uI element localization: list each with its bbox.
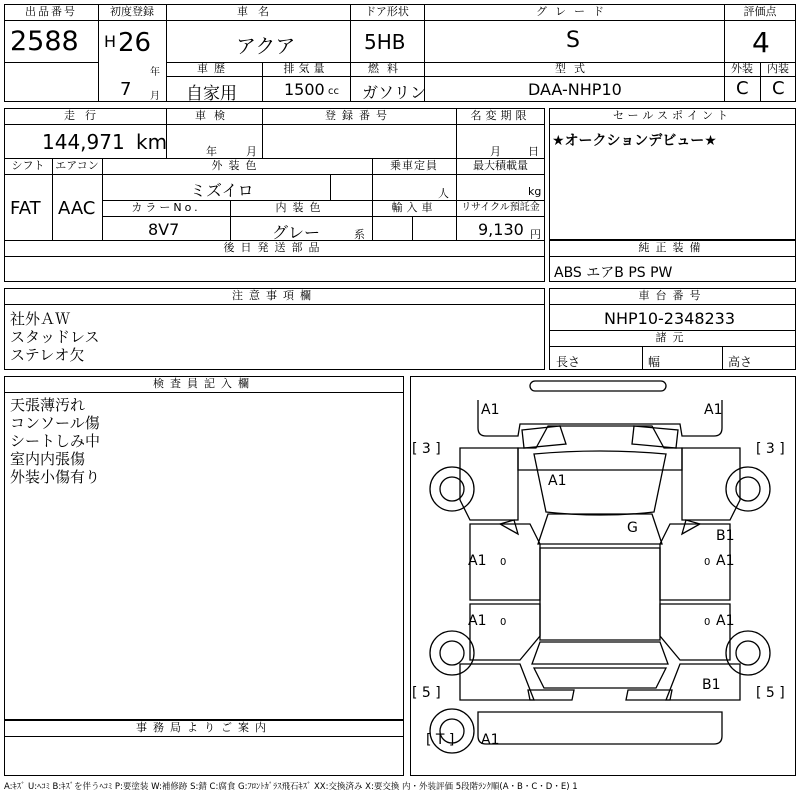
car-name-header: 車名: [237, 5, 279, 18]
front-left-label: A1: [481, 402, 500, 418]
inspector-item: シートしみ中: [10, 432, 101, 450]
first-reg-header: 初度登録: [110, 5, 154, 18]
bracket-bottom-right: [ 5 ]: [756, 685, 785, 701]
aircon-header: エアコン: [55, 159, 99, 172]
capacity-unit: 人: [438, 187, 449, 200]
o-left-2: 0: [500, 617, 507, 628]
capacity-header: 乗車定員: [390, 159, 438, 172]
length-label: 長さ: [556, 355, 581, 369]
note-item: ステレオ欠: [10, 346, 85, 364]
inspector-item: コンソール傷: [10, 414, 100, 432]
color-no-value: 8V7: [148, 220, 180, 239]
inspector-item: 外装小傷有り: [10, 468, 101, 486]
year-value: 26: [118, 28, 152, 58]
later-parts-header: 後日発送部品: [223, 241, 326, 254]
mileage-header: 走行: [64, 109, 106, 122]
width-label: 幅: [648, 355, 661, 369]
history-header: 車歴: [197, 62, 231, 75]
bracket-top-left: [ 3 ]: [412, 441, 441, 457]
recycle-header: リサイクル預託金: [461, 202, 540, 213]
mileage-value: 144,971: [42, 130, 125, 154]
inspection-header: 車検: [195, 109, 233, 122]
interior-header: 内装: [767, 62, 789, 75]
recycle-value: 9,130: [478, 220, 524, 239]
interior-value: C: [772, 78, 785, 99]
sales-point-header: セールスポイント: [612, 109, 732, 122]
int-color-unit: 系: [354, 228, 365, 241]
history-value: 自家用: [186, 84, 237, 104]
inspector-item: 室内内張傷: [10, 450, 86, 468]
o-right-2: 0: [704, 617, 711, 628]
displacement-header: 排気量: [283, 62, 329, 75]
chassis-header: 車台番号: [638, 289, 707, 302]
sales-point-value: ★オークションデビュー★: [552, 133, 717, 149]
model-code-header: 型式: [555, 62, 593, 75]
left-front-door-label: A1: [468, 553, 487, 569]
chassis-value: NHP10-2348233: [604, 309, 736, 328]
score-header: 評価点: [743, 5, 777, 18]
int-color-header: 内装色: [275, 201, 327, 214]
month-unit: 月: [150, 91, 160, 102]
left-rear-door-label: A1: [468, 613, 487, 629]
lot-no-header: 出品番号: [25, 5, 77, 18]
inspector-list: [10, 396, 100, 486]
name-change-day-unit: 日: [528, 145, 539, 158]
car-name-value: アクア: [236, 34, 296, 58]
import-header: 輸入車: [391, 201, 437, 214]
note-item: スタッドレス: [10, 328, 100, 346]
inspector-header: 検査員記入欄: [153, 377, 255, 390]
exterior-header: 外装: [731, 62, 753, 75]
inspection-month-unit: 月: [246, 145, 257, 158]
notes-list: [10, 310, 100, 364]
grade-header: グレード: [536, 5, 612, 18]
load-unit: kg: [528, 185, 542, 198]
height-label: 高さ: [728, 355, 753, 369]
right-front-top-label: B1: [716, 528, 735, 544]
reg-no-header: 登録番号: [325, 109, 393, 122]
year-unit: 年: [150, 67, 160, 78]
displacement-unit: cc: [328, 86, 339, 97]
dims-header: 諸元: [655, 331, 690, 344]
month-value: 7: [120, 79, 132, 100]
rear-left-label: A1: [481, 732, 500, 748]
model-code-value: DAA-NHP10: [528, 80, 622, 99]
inspection-year-unit: 年: [206, 145, 217, 158]
sales-point-block: [549, 108, 796, 240]
era-value: H: [104, 32, 117, 51]
bracket-top-right: [ 3 ]: [756, 441, 785, 457]
score-value: 4: [752, 26, 770, 59]
note-item: 社外ＡＷ: [10, 310, 71, 328]
recycle-unit: 円: [530, 228, 541, 241]
int-color-value: グレー: [272, 223, 321, 242]
bracket-t: [ T ]: [426, 732, 455, 748]
door-type-value: 5HB: [364, 30, 406, 54]
equipment-header: 純正装備: [638, 241, 707, 254]
name-change-month-unit: 月: [490, 145, 501, 158]
max-load-header: 最大積載量: [473, 159, 528, 172]
right-front-door-label: A1: [716, 553, 735, 569]
lot-no-value: 2588: [10, 26, 79, 57]
ext-color-value: ミズイロ: [190, 181, 254, 200]
front-right-label: A1: [704, 402, 723, 418]
equipment-value: ABS エアB PS PW: [554, 265, 673, 281]
inspector-item: 天張薄汚れ: [10, 396, 86, 414]
color-no-header: カラーNo.: [131, 201, 201, 214]
fuel-header: 燃料: [368, 62, 406, 75]
grade-value: S: [566, 28, 580, 53]
notes-header: 注意事項欄: [232, 289, 317, 302]
office-header: 事務局よりご案内: [136, 721, 272, 734]
legend-footer: A:ｷｽﾞ U:ﾍｺﾐ B:ｷｽﾞを伴うﾍｺﾐ P:要塗装 W:補修跡 S:錆 C:腐食 G:ﾌﾛﾝﾄｶﾞﾗｽ飛石ｷｽﾞ XX:交換済み X:要交換 内・外装評価 5段階ﾗﾝｸ順(A・B・C・D・E) 1: [4, 782, 578, 792]
shift-header: シフト: [11, 159, 45, 172]
exterior-value: C: [736, 78, 749, 99]
mileage-unit: km: [136, 130, 168, 154]
o-left-1: 0: [500, 557, 507, 568]
car-damage-diagram: [410, 376, 796, 776]
hood-label: A1: [548, 473, 567, 489]
door-type-header: ドア形状: [365, 5, 409, 18]
ext-color-header: 外装色: [211, 159, 263, 172]
right-rear-door-label: A1: [716, 613, 735, 629]
rear-right-label: B1: [702, 677, 721, 693]
windshield-label: G: [627, 520, 638, 536]
shift-value: FAT: [10, 198, 41, 219]
fuel-value: ガソリン: [362, 83, 427, 102]
bracket-bottom-left: [ 5 ]: [412, 685, 441, 701]
displacement-value: 1500: [284, 80, 325, 99]
aircon-value: AAC: [58, 198, 96, 219]
name-change-header: 名変期限: [470, 109, 531, 122]
o-right-1: 0: [704, 557, 711, 568]
